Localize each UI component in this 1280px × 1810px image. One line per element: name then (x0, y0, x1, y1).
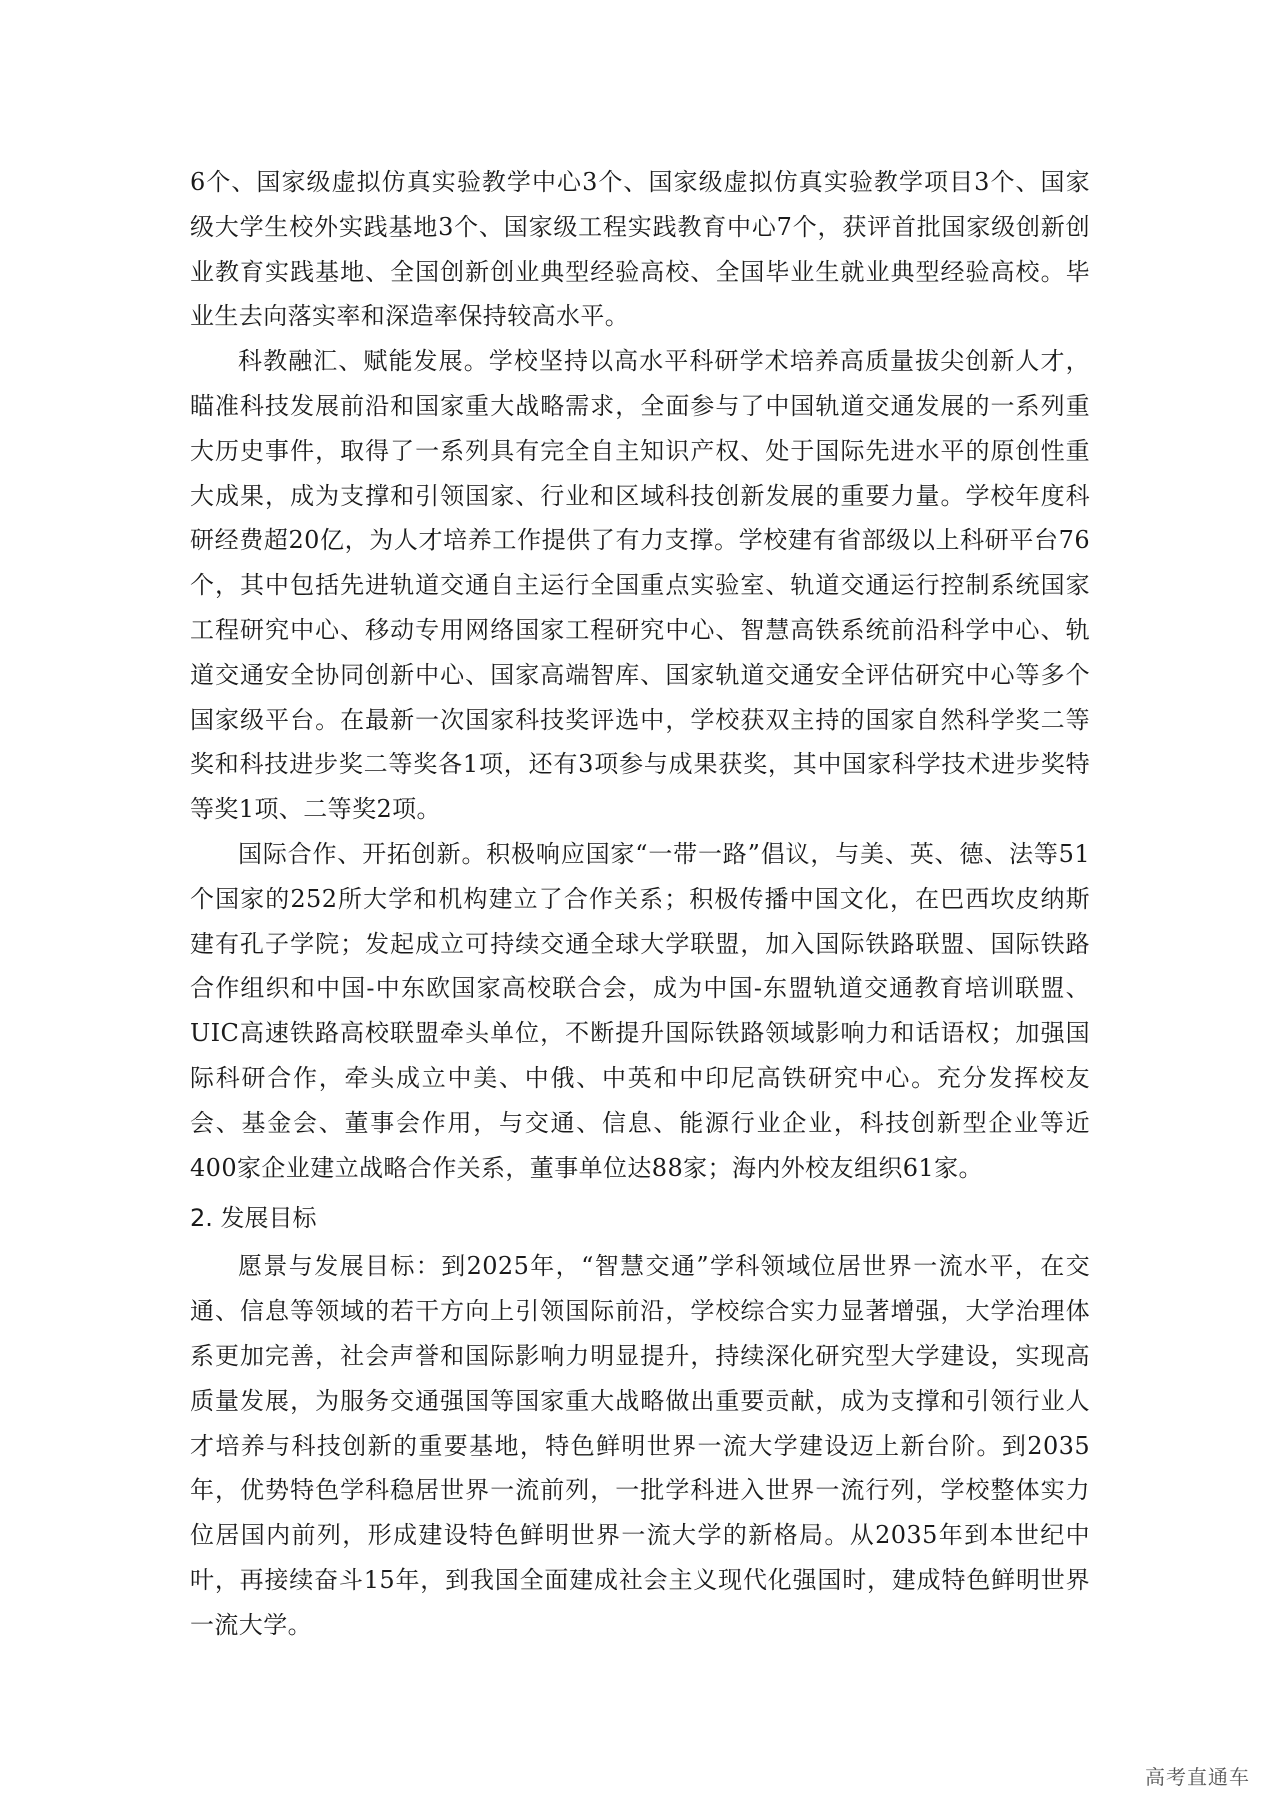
paragraph-vision-goals: 愿景与发展目标：到2025年，“智慧交通”学科领域位居世界一流水平，在交通、信息等领域的若干方向上引领国际前沿，学校综合实力显著增强，大学治理体系更加完善，社会声誉和国际影响力明显提升，持续深化研究型大学建设，实现高质量发展，为服务交通强国等国家重大战略做出重要贡献，成为支撑和引领行业人才培养与科技创新的重要基地，特色鲜明世界一流大学建设迈上新台阶。到2035年，优势特色学科稳居世界一流前列，一批学科进入世界一流行列，学校整体实力位居国内前列，形成建设特色鲜明世界一流大学的新格局。从2035年到本世纪中叶，再接续奋斗15年，到我国全面建成社会主义现代化强国时，建成特色鲜明世界一流大学。 (190, 1252, 1090, 1639)
document-page (190, 160, 1090, 1648)
paragraph-teaching-platforms: 6个、国家级虚拟仿真实验教学中心3个、国家级虚拟仿真实验教学项目3个、国家级大学生校外实践基地3个、国家级工程实践教育中心7个，获评首批国家级创新创业教育实践基地、全国创新创业典型经验高校、全国毕业生就业典型经验高校。毕业生去向落实率和深造率保持较高水平。 (190, 168, 1090, 331)
paragraph-research: 科教融汇、赋能发展。学校坚持以高水平科研学术培养高质量拔尖创新人才，瞄准科技发展前沿和国家重大战略需求，全面参与了中国轨道交通发展的一系列重大历史事件，取得了一系列具有完全自主知识产权、处于国际先进水平的原创性重大成果，成为支撑和引领国家、行业和区域科技创新发展的重要力量。学校年度科研经费超20亿，为人才培养工作提供了有力支撑。学校建有省部级以上科研平台76个，其中包括先进轨道交通自主运行全国重点实验室、轨道交通运行控制系统国家工程研究中心、移动专用网络国家工程研究中心、智慧高铁系统前沿科学中心、轨道交通安全协同创新中心、国家高端智库、国家轨道交通安全评估研究中心等多个国家级平台。在最新一次国家科技奖评选中，学校获双主持的国家自然科学奖二等奖和科技进步奖二等奖各1项，还有3项参与成果获奖，其中国家科学技术进步奖特等奖1项、二等奖2项。 (190, 347, 1090, 824)
paragraph-international: 国际合作、开拓创新。积极响应国家“一带一路”倡议，与美、英、德、法等51个国家的252所大学和机构建立了合作关系；积极传播中国文化，在巴西坎皮纳斯建有孔子学院；发起成立可持续交通全球大学联盟，加入国际铁路联盟、国际铁路合作组织和中国-中东欧国家高校联合会，成为中国-东盟轨道交通教育培训联盟、UIC高速铁路高校联盟牵头单位，不断提升国际铁路领域影响力和话语权；加强国际科研合作，牵头成立中美、中俄、中英和中印尼高铁研究中心。充分发挥校友会、基金会、董事会作用，与交通、信息、能源行业企业，科技创新型企业等近400家企业建立战略合作关系，董事单位达88家；海内外校友组织61家。 (190, 839, 1090, 1182)
section-heading-goals: 2. 发展目标 (190, 1204, 317, 1233)
watermark-text: 高考直通车 (1145, 1765, 1250, 1789)
